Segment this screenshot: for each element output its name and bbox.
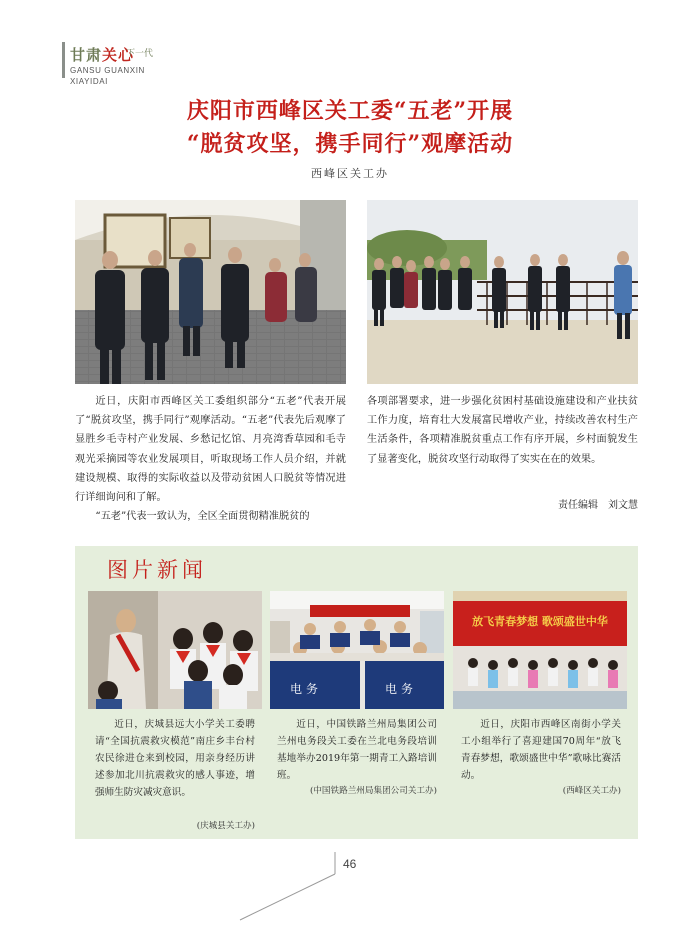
- news-item-1-source: (庆城县关工办): [196, 821, 255, 831]
- news-item-1-text: [95, 716, 255, 801]
- news-item-3-text: [461, 716, 621, 784]
- masthead-logo: [62, 40, 172, 90]
- article-photo-outdoor-platform: [367, 200, 638, 384]
- article-byline: 西峰区关工办: [311, 167, 389, 180]
- article-paragraph-3: 各项部署要求，进一步强化贫困村基础设施建设和产业扶贫工作力度，培育壮大发展富民增收产业，持续改善农村生产生活条件，各项精准脱贫重点工作有序开展，乡村面貌发生了显著变化，脱贫攻坚行动取得了实实在在的效果。: [367, 396, 638, 465]
- uniform-text-1: 电: [290, 682, 303, 696]
- picture-news-panel: [75, 546, 638, 839]
- news-photo-railway-training: [270, 591, 444, 709]
- masthead-logo-cn: [70, 44, 134, 65]
- news-item-3-source: (西峰区关工办): [562, 786, 621, 796]
- logo-cn-b: 关心: [102, 46, 135, 64]
- news-item-3-paragraph: 近日，庆阳市西峰区南街小学关工小组举行了喜迎建国70周年“放飞青春梦想，歌颂盛世中华”歌咏比赛活动。: [461, 719, 621, 781]
- news-item-1-paragraph: 近日，庆城县远大小学关工委聘请“全国抗震救灾模范”南庄乡丰台村农民徐进仓来到校园，用亲身经历讲述参加北川抗震救灾的感人事迹，增强师生防灾减灾意识。: [95, 719, 255, 798]
- uniform-text-4: 务: [401, 682, 414, 696]
- news-item-2-paragraph: 近日，中国铁路兰州局集团公司兰州电务段关工委在兰北电务段培训基地举办2019年第一期青工入路培训班。: [277, 719, 437, 781]
- article-title-line-2: “脱贫攻坚，携手同行”观摩活动: [186, 131, 514, 157]
- picture-news-title: 图片新闻: [107, 558, 207, 582]
- article-title-line-1: 庆阳市西峰区关工委“五老”开展: [186, 98, 514, 124]
- stage-banner-text: 放飞青春梦想 歌颂盛世中华: [472, 615, 608, 628]
- article-paragraph-1: 近日，庆阳市西峰区关工委组织部分“五老”代表开展了“脱贫攻坚，携手同行”观摩活动。“五老”代表先后观摩了显胜乡毛寺村产业发展、乡愁记忆馆、月亮湾香草园和毛寺观光采摘园等农业发展项目，听取现场工作人员介绍，并就建设规模、取得的实际收益以及带动贫困人口脱贫等情况进行详细询问和了解。: [75, 396, 346, 504]
- article-body-left: [75, 392, 346, 526]
- article-body-right: [367, 392, 638, 469]
- masthead-logo-tag: 下一代: [126, 49, 154, 59]
- logo-cn-a: 甘肃: [70, 46, 103, 64]
- masthead-logo-en-2: XIAYIDAI: [70, 77, 108, 86]
- news-item-2-source: (中国铁路兰州局集团公司关工办): [309, 786, 437, 796]
- responsible-editor: 责任编辑 刘文慧: [558, 500, 638, 511]
- uniform-text-2: 务: [306, 682, 319, 696]
- masthead-bar: [62, 42, 65, 78]
- news-item-2-text: [277, 716, 437, 784]
- news-photo-school-talk: [88, 591, 262, 709]
- masthead-logo-en-1: GANSU GUANXIN: [70, 66, 145, 75]
- uniform-text-3: 电: [385, 682, 398, 696]
- article-paragraph-2: “五老”代表一致认为，全区全面贯彻精准脱贫的: [95, 511, 310, 523]
- news-photo-singing-contest: [453, 591, 627, 709]
- page-number: 46: [343, 857, 357, 871]
- article-photo-exhibit-visit: [75, 200, 346, 384]
